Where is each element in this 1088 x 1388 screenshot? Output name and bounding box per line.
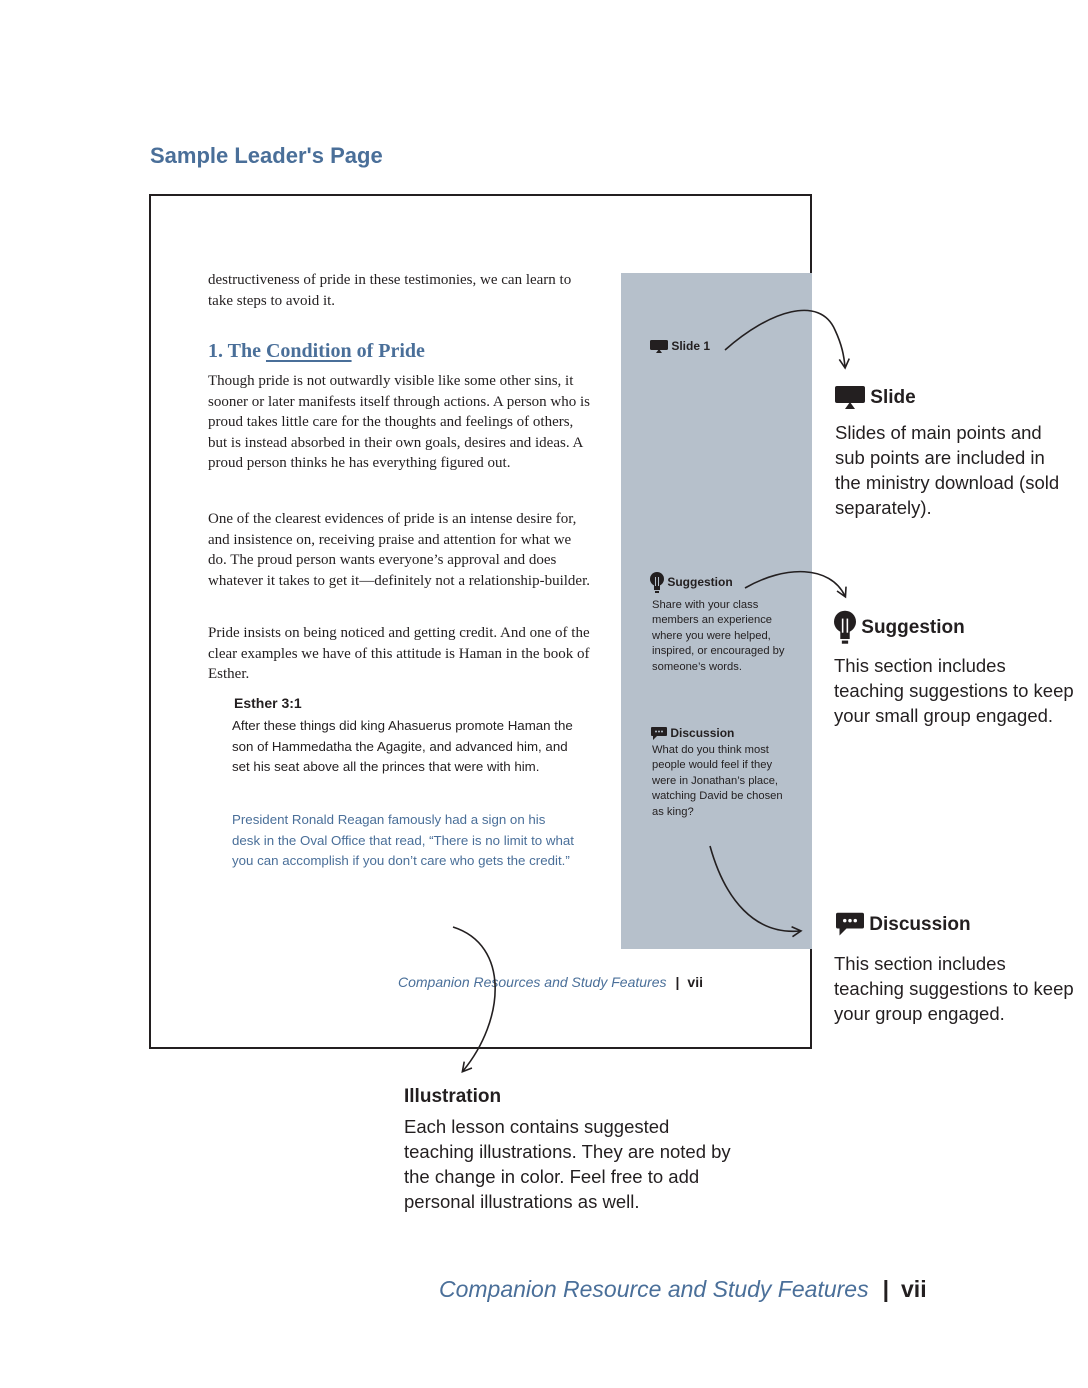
heading-underlined: Condition — [265, 340, 352, 362]
inner-page-footer — [398, 974, 703, 990]
sidebar-discussion-marker — [651, 726, 734, 741]
body-paragraph: Though pride is not outwardly visible like some other sins, it sooner or later manifests itself through actions. A person who is proud takes little care for the thoughts and feelings of others, but is instead absorbed in their own goals, desires and ideas. A proud person thinks he has everything figured out. — [208, 373, 591, 471]
suggestion-callout-body: This section includes teaching suggestions to keep your small group engaged. — [834, 655, 1074, 726]
slide-callout-title — [835, 386, 916, 410]
sidebar-suggestion-text: Share with your class members an experience where you were helped, inspired, or encouraged by someone’s words. — [652, 599, 785, 673]
scripture-reference: Esther 3:1 — [234, 695, 302, 711]
inner-footer-title: Companion Resources and Study Features — [398, 974, 667, 990]
page-footer-title: Companion Resource and Study Features — [439, 1276, 869, 1302]
sidebar-discussion-label: Discussion — [670, 726, 735, 740]
slide-callout-label: Slide — [870, 387, 916, 409]
scripture-text: After these things did king Ahasuerus promote Haman the son of Hammedatha the Agagite, and advanced him, and set his seat above all the princes that were with him. — [232, 718, 573, 774]
sidebar-discussion-text: What do you think most people would feel if they were in Jonathan’s place, watching David be chosen as king? — [652, 744, 783, 818]
sidebar-suggestion-label: Suggestion — [667, 575, 733, 590]
page-footer-separator: | — [882, 1276, 890, 1302]
discussion-callout-title — [836, 912, 971, 938]
body-paragraph: Pride insists on being noticed and getting credit. And one of the clear examples we have of this attitude is Haman in the book of Esther. — [208, 625, 590, 682]
illustration-text: President Ronald Reagan famously had a sign on his desk in the Oval Office that read, “There is no limit to what you can accomplish if you don’t care who gets the credit.” — [232, 812, 574, 868]
section-heading — [208, 340, 425, 363]
slide-icon — [650, 340, 668, 354]
lightbulb-icon — [650, 572, 664, 594]
heading-suffix: of Pride — [351, 340, 425, 362]
heading-prefix: 1. The — [208, 340, 266, 362]
slide-callout-body: Slides of main points and sub points are included in the ministry download (sold separately). — [835, 422, 1060, 518]
sidebar-slide-marker — [650, 339, 710, 354]
lightbulb-icon — [834, 610, 856, 646]
discussion-callout-label: Discussion — [869, 914, 971, 936]
suggestion-callout-title — [834, 610, 965, 646]
intro-paragraph: destructiveness of pride in these testimonies, we can learn to take steps to avoid it. — [208, 272, 572, 309]
illustration-callout-body: Each lesson contains suggested teaching illustrations. They are noted by the change in color. Feel free to add personal illustrations as well. — [404, 1116, 731, 1212]
page-footer — [439, 1276, 927, 1303]
sidebar-suggestion-marker — [650, 572, 733, 594]
speech-bubble-icon — [836, 912, 864, 938]
inner-footer-page-number: vii — [687, 974, 703, 990]
discussion-callout-body: This section includes teaching suggestions to keep your group engaged. — [834, 953, 1074, 1024]
body-paragraph: One of the clearest evidences of pride is an intense desire for, and insistence on, receiving praise and attention for what we do. The proud person wants everyone’s approval and does whatever it takes to get it—definitely not a relationship-builder. — [208, 511, 590, 589]
illustration-callout-title: Illustration — [404, 1086, 502, 1107]
speech-bubble-icon — [651, 727, 667, 741]
sidebar-slide-label: Slide 1 — [671, 339, 711, 353]
page-footer-number: vii — [901, 1276, 927, 1302]
inner-footer-separator: | — [675, 974, 680, 990]
slide-icon — [835, 386, 865, 410]
page-title: Sample Leader's Page — [150, 143, 383, 168]
suggestion-callout-label: Suggestion — [861, 617, 965, 639]
